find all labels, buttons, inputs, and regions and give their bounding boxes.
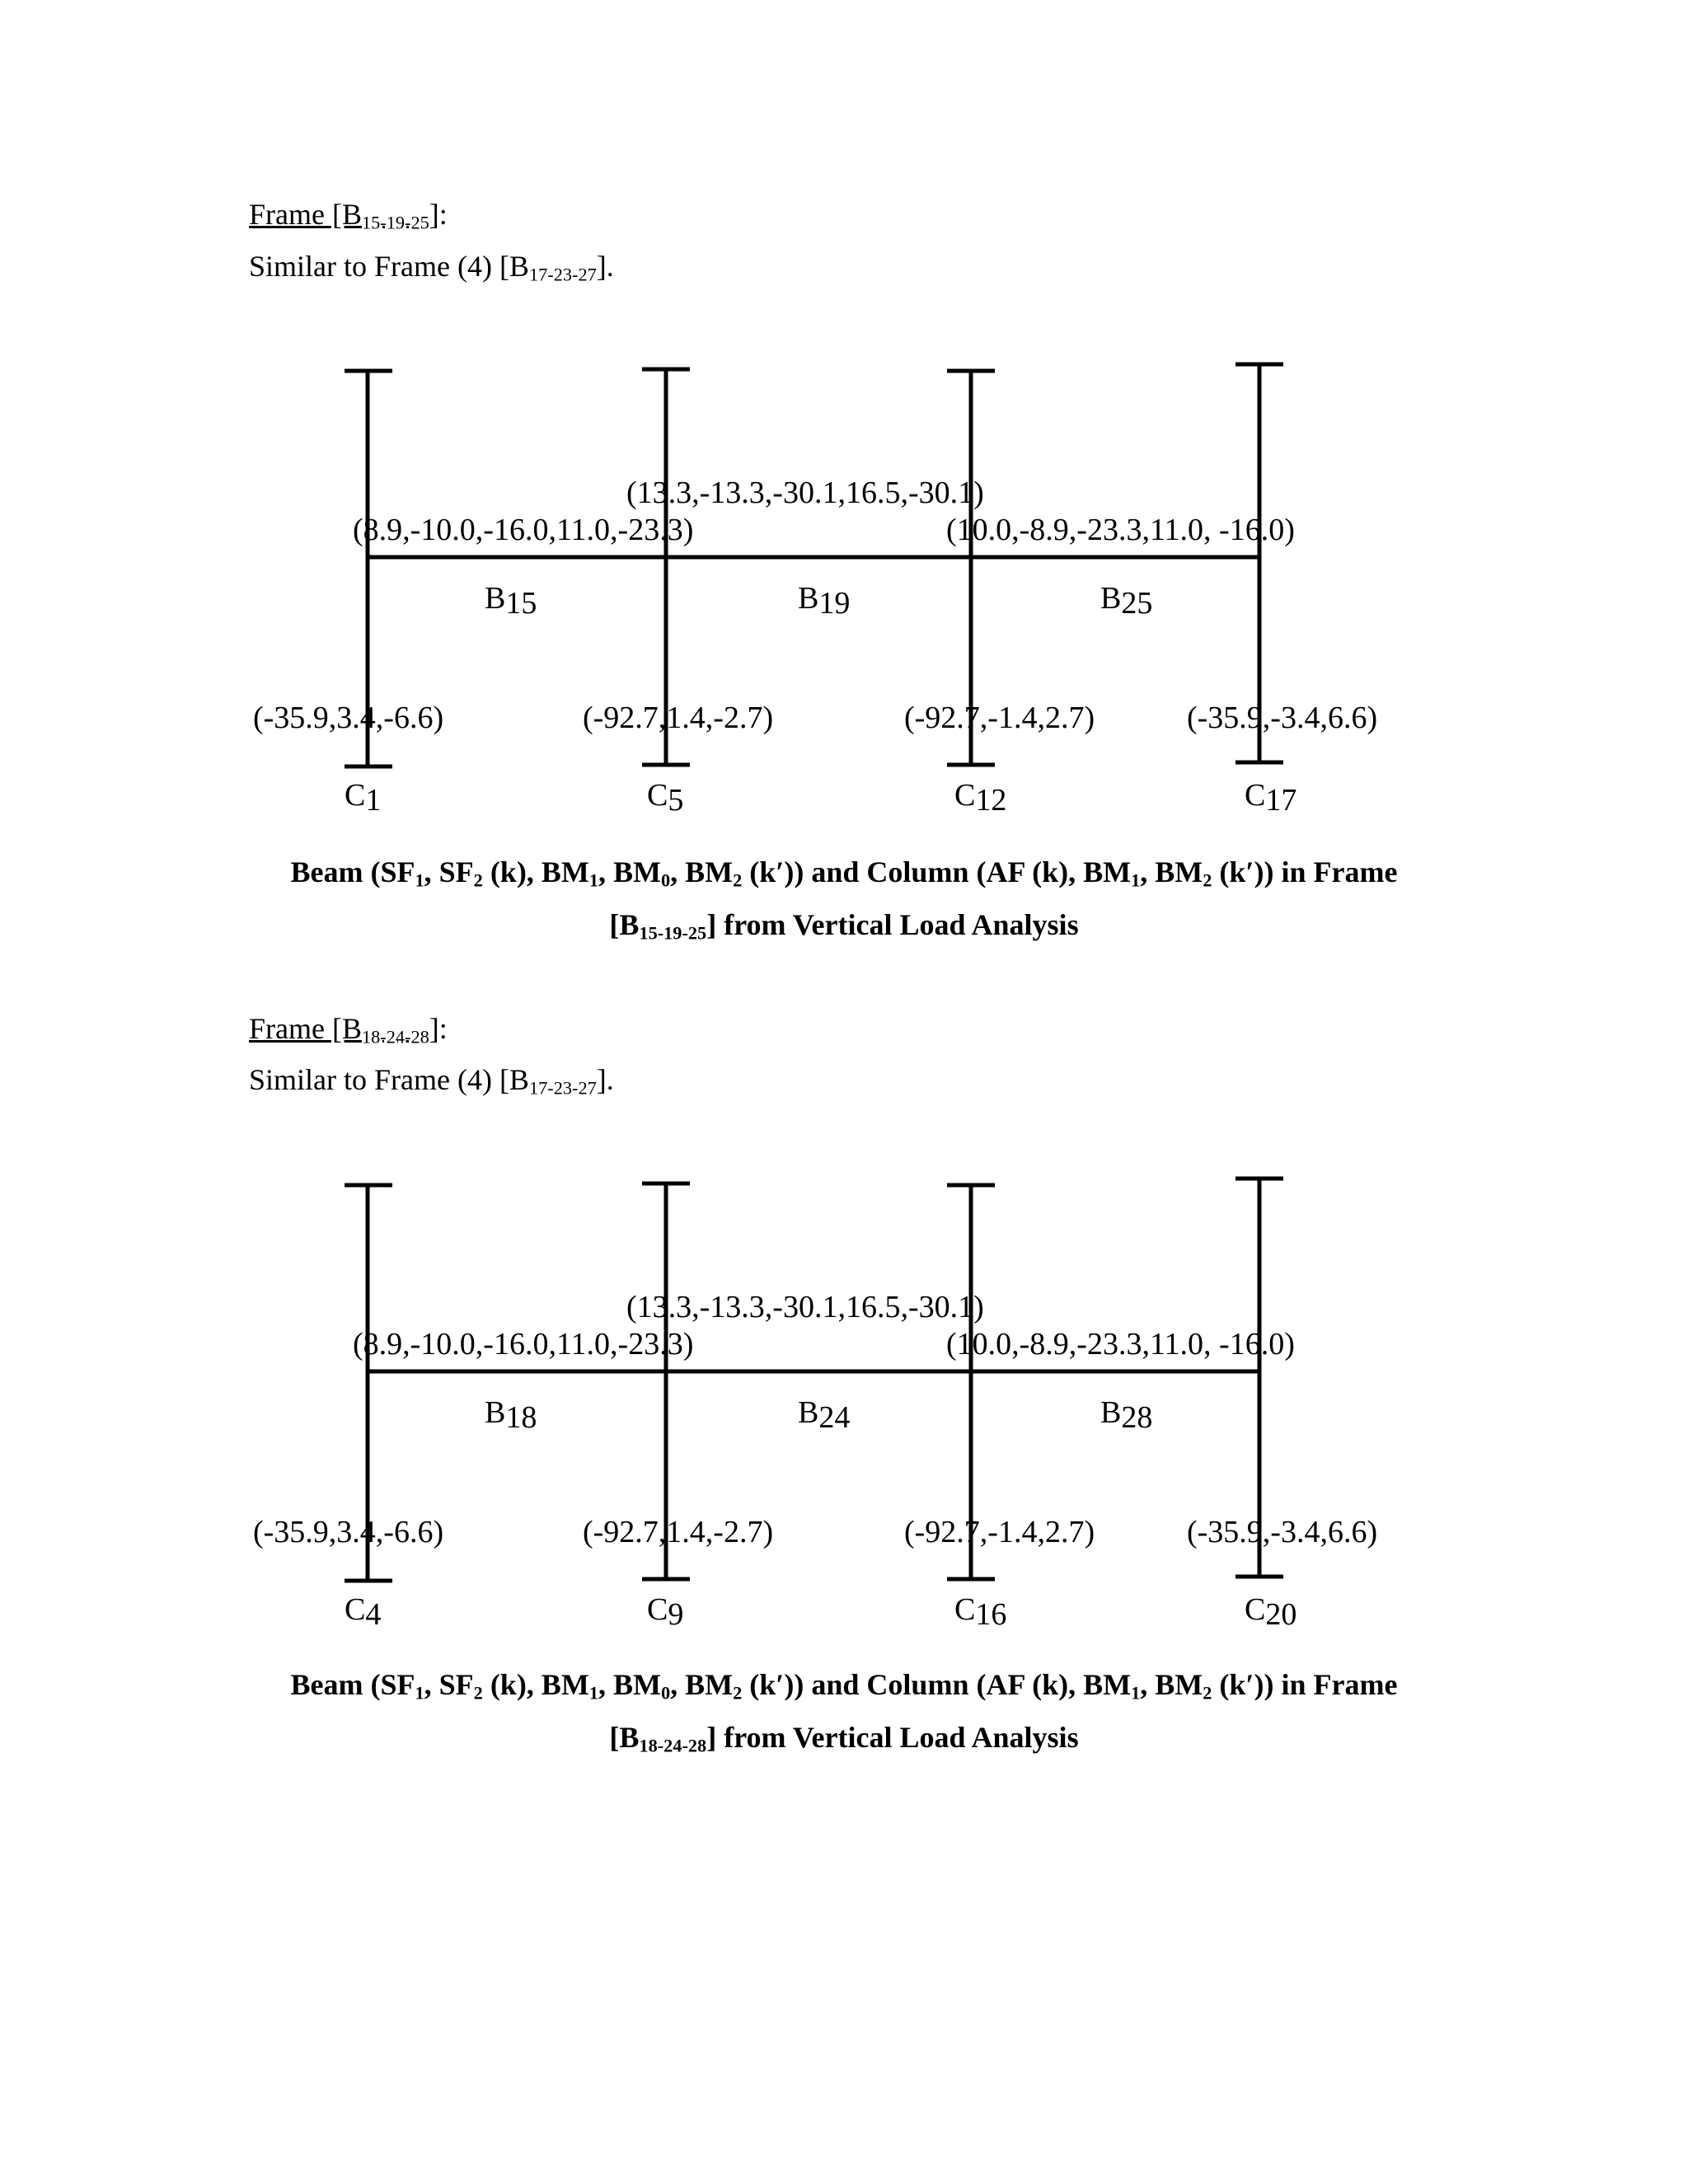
frame-diagram: [0, 1160, 1688, 1638]
column-values: (-35.9,-3.4,6.6): [1187, 1515, 1378, 1549]
figure-caption-line2: $[B_{18-24-28}]$ from Vertical Load Analysis: [609, 1721, 1079, 1756]
column-values: (-92.7,-1.4,2.7): [904, 701, 1095, 735]
column-label: C16: [954, 1592, 1007, 1632]
beam-label: B18: [485, 1395, 537, 1435]
frame-heading: Frame $[B_{18-24-28}]$:: [249, 1012, 448, 1047]
column-values: (-92.7,1.4,-2.7): [583, 1515, 774, 1549]
column-label: C5: [647, 778, 684, 818]
column-label: C20: [1245, 1592, 1297, 1632]
beam-values: (8.9,-10.0,-16.0,11.0,-23.3): [353, 513, 694, 547]
column-label: C17: [1245, 778, 1297, 818]
column-label: C12: [954, 778, 1007, 818]
similar-note: Similar to Frame (4) $[B_{17-23-27}]$.: [249, 1063, 614, 1099]
figure-caption-line1: Beam ($SF_1$, $SF_2$ (k), $BM_1$, $BM_0$, $BM_2$ (k′)) and Column (AF (k), $BM_1$, $BM_2$ (k′)) in Frame: [290, 1668, 1398, 1704]
beam-values: (10.0,-8.9,-23.3,11.0, -16.0): [946, 1327, 1295, 1361]
beam-label: B19: [798, 581, 851, 621]
column-values: (-35.9,-3.4,6.6): [1187, 701, 1378, 735]
column-label: C4: [345, 1592, 382, 1632]
column-values: (-92.7,1.4,-2.7): [583, 701, 774, 735]
figure-caption-line1: Beam ($SF_1$, $SF_2$ (k), $BM_1$, $BM_0$, $BM_2$ (k′)) and Column (AF (k), $BM_1$, $BM_2$ (k′)) in Frame: [290, 855, 1398, 891]
column-values: (-92.7,-1.4,2.7): [904, 1515, 1095, 1549]
beam-values: (8.9,-10.0,-16.0,11.0,-23.3): [353, 1327, 694, 1361]
beam-values: (13.3,-13.3,-30.1,16.5,-30.1): [626, 1290, 984, 1324]
similar-note: Similar to Frame (4) $[B_{17-23-27}]$.: [249, 250, 614, 285]
frame-heading-title: Frame $[B_{15-19-25}]$: [249, 198, 439, 233]
column-values: (-35.9,3.4,-6.6): [253, 1515, 444, 1549]
frame-heading: Frame $[B_{15-19-25}]$:: [249, 198, 448, 233]
beam-label: B25: [1100, 581, 1153, 621]
beam-values: (10.0,-8.9,-23.3,11.0, -16.0): [946, 513, 1295, 547]
beam-label: B24: [798, 1395, 851, 1435]
column-values: (-35.9,3.4,-6.6): [253, 701, 444, 735]
beam-label: B15: [485, 581, 537, 621]
column-label: C9: [647, 1592, 684, 1632]
frame-heading-title: Frame $[B_{18-24-28}]$: [249, 1012, 439, 1047]
figure-caption-line2: $[B_{15-19-25}]$ from Vertical Load Analysis: [609, 908, 1079, 944]
frame-diagram: [0, 346, 1688, 824]
column-label: C1: [345, 778, 382, 818]
beam-values: (13.3,-13.3,-30.1,16.5,-30.1): [626, 476, 984, 510]
beam-label: B28: [1100, 1395, 1153, 1435]
